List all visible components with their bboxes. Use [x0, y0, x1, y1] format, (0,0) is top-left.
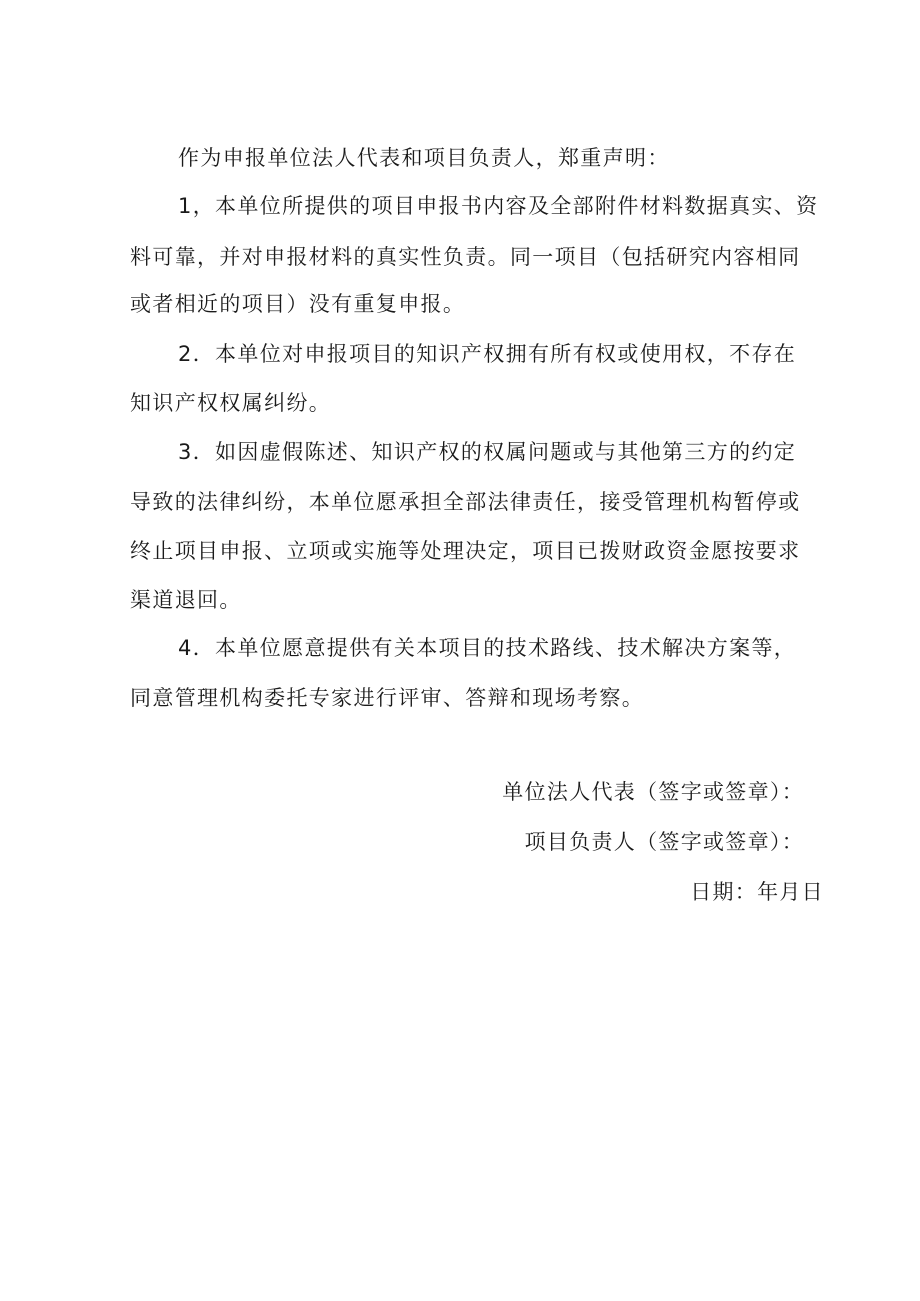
legal-rep-signature-label: 单位法人代表（签字或签章）： — [502, 780, 804, 804]
item-2-line-2: 知识产权权属纠纷。 — [130, 391, 332, 415]
project-lead-signature-label: 项目负责人（签字或签章）： — [524, 830, 804, 854]
declaration-intro: 作为申报单位法人代表和项目负责人，郑重声明： — [178, 146, 670, 170]
item-3-line-4: 渠道退回。 — [130, 588, 242, 612]
item-3-line-2: 导致的法律纠纷，本单位愿承担全部法律责任，接受管理机构暂停或 — [130, 490, 801, 514]
item-1-line-1: 1，本单位所提供的项目申报书内容及全部附件材料数据真实、资 — [178, 194, 819, 218]
item-2-line-1: 2．本单位对申报项目的知识产权拥有所有权或使用权，不存在 — [178, 342, 797, 366]
item-1-line-3: 或者相近的项目）没有重复申报。 — [130, 292, 466, 316]
item-3-line-3: 终止项目申报、立项或实施等处理决定，项目已拨财政资金愿按要求 — [130, 539, 801, 563]
item-4-line-2: 同意管理机构委托专家进行评审、答辩和现场考察。 — [130, 686, 645, 710]
item-1-line-2: 料可靠，并对申报材料的真实性负责。同一项目（包括研究内容相同 — [130, 245, 801, 269]
item-3-line-1: 3．如因虚假陈述、知识产权的权属问题或与其他第三方的约定 — [178, 440, 797, 464]
item-4-line-1: 4．本单位愿意提供有关本项目的技术路线、技术解决方案等， — [178, 636, 797, 660]
date-label: 日期：年月日 — [690, 880, 824, 904]
